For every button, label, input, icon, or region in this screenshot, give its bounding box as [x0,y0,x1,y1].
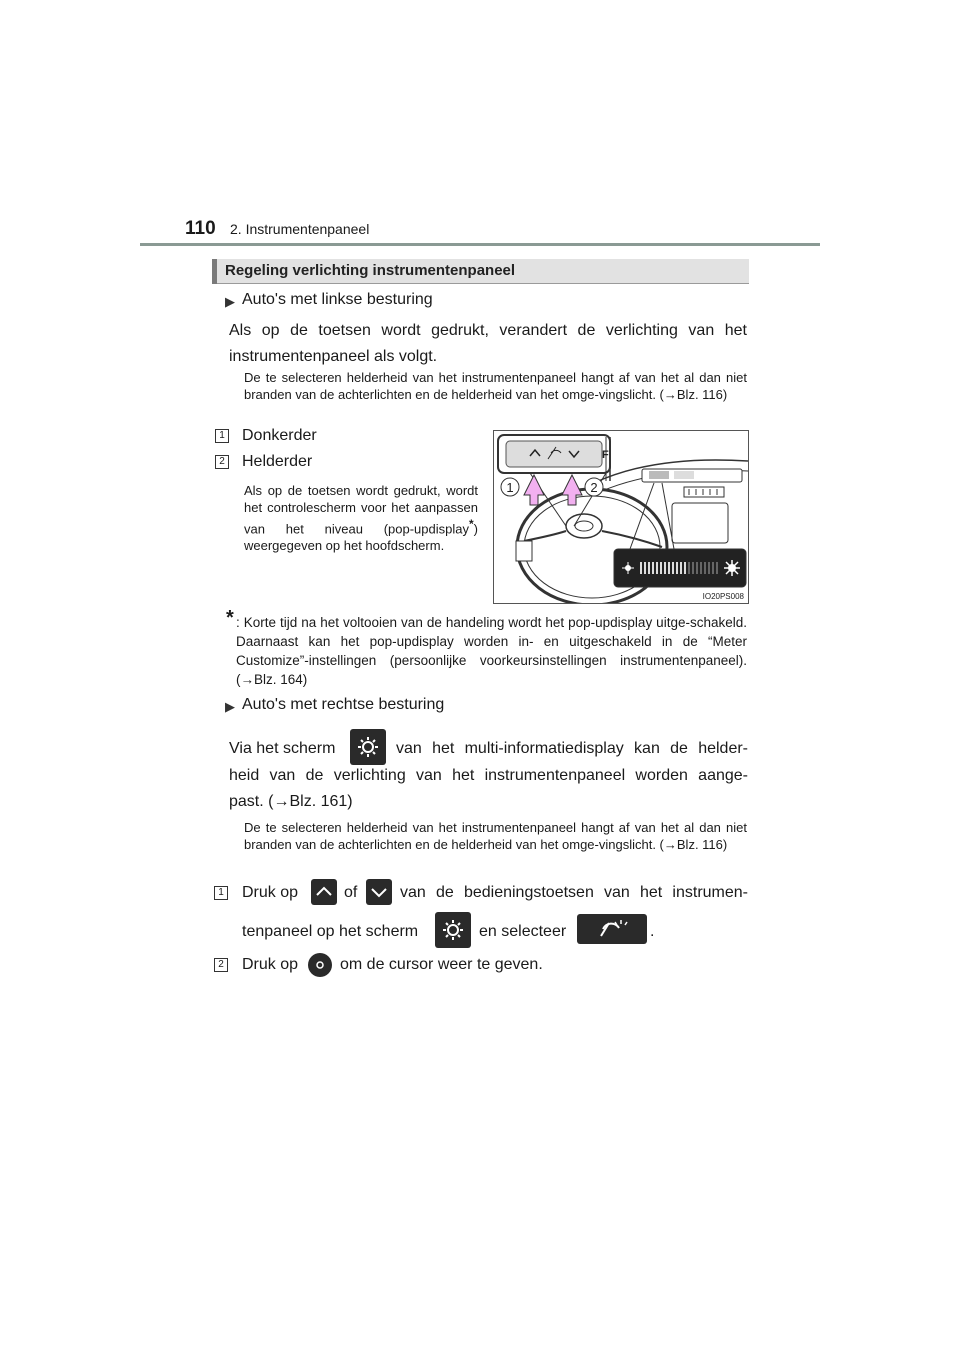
step1-text-b: of [344,884,358,901]
section-title: 2. Instrumentenpaneel [230,221,370,237]
step1-text-e: en selecteer [479,923,567,940]
page-title: Regeling verlichting instrumentenpaneel [225,262,516,279]
figure-label-f: F [602,449,609,461]
figure-callout-2: 2 [590,480,598,495]
title-accent [212,259,217,284]
settings-gear-icon [350,729,386,765]
step2-text-b: om de cursor weer te geven. [340,956,543,973]
items-note-a: Als op de toetsen wordt gedrukt, wordt het controlescherm voor het aanpassen van het niveau (pop-updisplay [244,483,478,537]
figure-callout-1: 1 [506,480,514,495]
footnote-mark: * [226,607,234,629]
item-number-2: 2 [215,455,229,469]
chevron-down-icon [366,879,392,905]
chevron-up-icon [311,879,337,905]
header-rule [140,243,820,246]
lhd-heading: Auto's met linkse besturing [242,291,433,308]
title-bar [212,259,749,284]
step1-text-f: . [650,923,655,940]
rhd-note: De te selecteren helderheid van het instrumentenpaneel hangt af van het al dan niet branden van de achterlichten en de helderheid van het omge-vingslicht. (→Blz. 116) [244,820,747,852]
step-number-1: 1 [214,886,228,900]
ok-button-icon [308,953,332,977]
items-note: Als op de toetsen wordt gedrukt, wordt het controlescherm voor het aanpassen van het niveau (pop-updisplay*) weergegeven op het hoofdscherm. [244,483,478,554]
step-number-2: 2 [214,958,228,972]
step2-text-a: Druk op [242,956,299,973]
lhd-intro: Als op de toetsen wordt gedrukt, verandert de verlichting van het instrumentenpaneel als volgt. [229,322,747,365]
step1-text-c: van de bedieningstoetsen van het instrumen- [400,884,748,901]
step1-text-d: tenpaneel op het scherm [242,923,419,940]
settings-gear-icon [435,912,471,948]
rhd-line2: heid van de verlichting van het instrumentenpaneel worden aange- [229,767,748,784]
bullet-arrow-icon: ▶ [225,699,235,714]
dashboard-drawing [494,431,748,603]
rhd-line3: past. (→Blz. 161) [229,793,353,810]
item-number-1: 1 [215,429,229,443]
dashboard-illustration [493,430,749,604]
figure-code: IO20PS008 [702,592,744,601]
footnote-text: : Korte tijd na het voltooien van de handeling wordt het pop-updisplay uitge-schakeld. Daarnaast kan het pop-updisplay worden in- en uitgeschakeld in de “Meter Customize”-instellingen (persoonlijke voorkeursinstellingen instrumentenpaneel). (→Blz. 164) [236,615,747,687]
items-note-b: ) weergegeven op het hoofdscherm. [244,521,478,554]
lhd-note: De te selecteren helderheid van het instrumentenpaneel hangt af van het al dan niet branden van de achterlichten en de helderheid van het omge-vingslicht. (→Blz. 116) [244,370,747,402]
item-label-darker: Donkerder [242,427,317,444]
rhd-heading: Auto's met rechtse besturing [242,696,445,713]
step1-text-a: Druk op [242,884,299,901]
rhd-line1-a: Via het scherm [229,740,336,757]
item-label-brighter: Helderder [242,453,313,470]
page-number: 110 [185,218,216,239]
rhd-line1-b: van het multi-informatiedisplay kan de helder- [396,740,748,757]
bullet-arrow-icon: ▶ [225,294,235,309]
meter-brightness-icon [577,914,647,944]
